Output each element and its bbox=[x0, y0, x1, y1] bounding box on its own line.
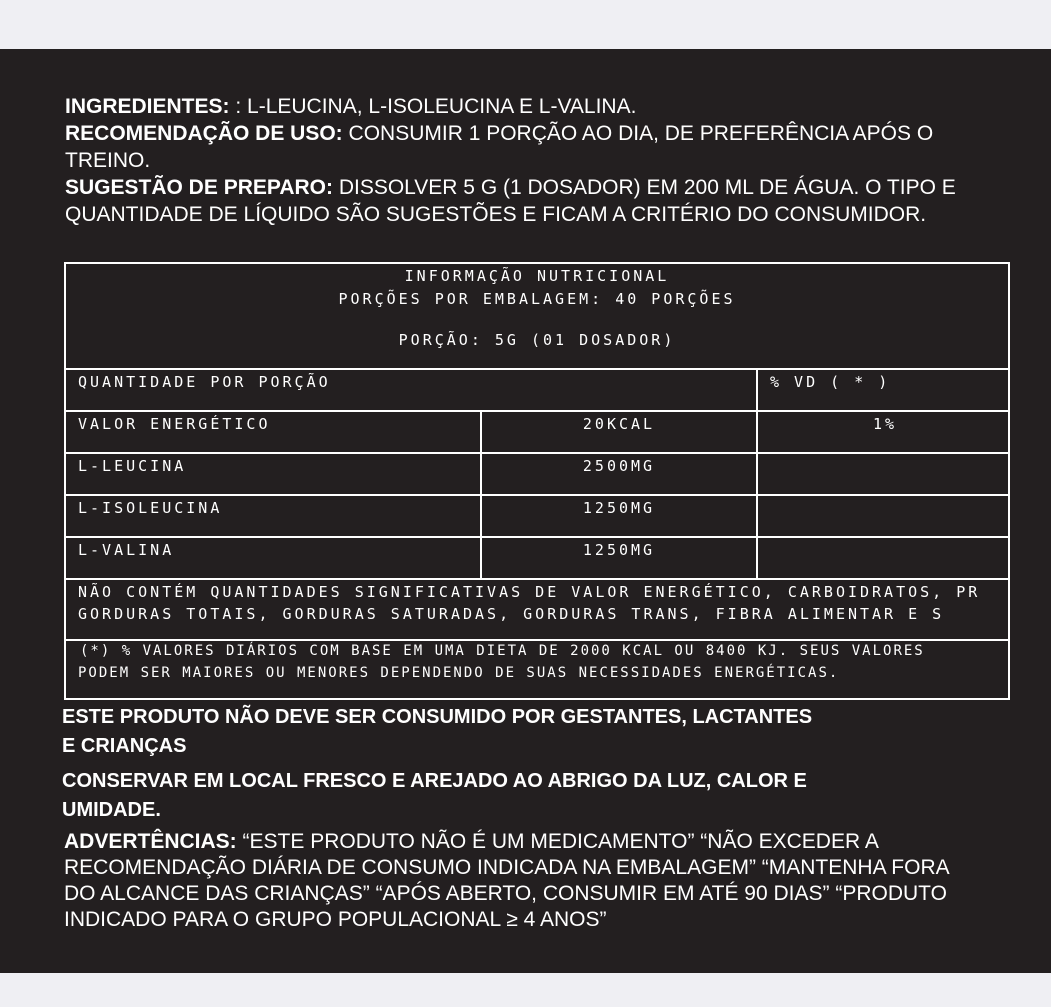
usage-info bbox=[65, 93, 1015, 228]
pregnancy-warning: ESTE PRODUTO NÃO DEVE SER CONSUMIDO POR GESTANTES, LACTANTES E CRIANÇAS bbox=[62, 706, 813, 757]
nutrient-name: L-VALINA bbox=[78, 541, 175, 559]
ingredients-line bbox=[65, 93, 1015, 120]
preparation-text: DISSOLVER 5 G (1 DOSADOR) EM 200 ML DE ÁGUA. O TIPO E QUANTIDADE DE LÍQUIDO SÃO SUGESTÕES E FICAM A CRITÉRIO DO CONSUMIDOR. bbox=[65, 176, 956, 226]
recommendation-line bbox=[65, 120, 1015, 174]
warnings-section bbox=[62, 703, 1022, 933]
nutrient-amount: 20KCAL bbox=[582, 415, 656, 433]
not-significant-note: GORDURAS TOTAIS, GORDURAS SATURADAS, GORDURAS TRANS, FIBRA ALIMENTAR E S bbox=[78, 605, 945, 623]
header-vd: % VD ( * ) bbox=[770, 373, 891, 391]
recommendation-text: CONSUMIR 1 PORÇÃO AO DIA, DE PREFERÊNCIA APÓS O TREINO. bbox=[65, 122, 934, 172]
storage-warning: CONSERVAR EM LOCAL FRESCO E AREJADO AO ABRIGO DA LUZ, CALOR E UMIDADE. bbox=[62, 770, 807, 821]
table-divider bbox=[66, 494, 1008, 496]
table-divider bbox=[66, 639, 1008, 641]
table-divider bbox=[66, 536, 1008, 538]
table-divider bbox=[66, 368, 1008, 370]
nutrition-title: INFORMAÇÃO NUTRICIONAL bbox=[404, 267, 670, 285]
preparation-label: SUGESTÃO DE PREPARO: bbox=[65, 176, 333, 199]
preparation-line bbox=[65, 174, 1015, 228]
nutrient-name: VALOR ENERGÉTICO bbox=[78, 415, 271, 433]
ingredients-label: INGREDIENTES: bbox=[65, 95, 230, 118]
table-divider bbox=[66, 410, 1008, 412]
nutrient-name: L-LEUCINA bbox=[78, 457, 187, 475]
nutrition-table bbox=[64, 262, 1010, 700]
advertencias bbox=[64, 829, 964, 933]
serving-size: PORÇÃO: 5G (01 DOSADOR) bbox=[398, 331, 676, 349]
header-quantity: QUANTIDADE POR PORÇÃO bbox=[78, 373, 331, 391]
table-divider bbox=[66, 578, 1008, 580]
not-significant-note: NÃO CONTÉM QUANTIDADES SIGNIFICATIVAS DE VALOR ENERGÉTICO, CARBOIDRATOS, PR bbox=[78, 583, 981, 601]
daily-value-footnote: PODEM SER MAIORES OU MENORES DEPENDENDO DE SUAS NECESSIDADES ENERGÉTICAS. bbox=[78, 665, 840, 681]
nutrient-amount: 1250MG bbox=[582, 541, 656, 559]
nutrient-vd: 1% bbox=[872, 415, 898, 433]
servings-per-package: PORÇÕES POR EMBALAGEM: 40 PORÇÕES bbox=[338, 290, 736, 308]
nutrient-amount: 1250MG bbox=[582, 499, 656, 517]
nutrient-name: L-ISOLEUCINA bbox=[78, 499, 223, 517]
table-divider bbox=[66, 452, 1008, 454]
recommendation-label: RECOMENDAÇÃO DE USO: bbox=[65, 122, 343, 145]
product-label-panel bbox=[0, 49, 1051, 973]
daily-value-footnote: (*) % VALORES DIÁRIOS COM BASE EM UMA DIETA DE 2000 KCAL OU 8400 KJ. SEUS VALORES bbox=[80, 643, 925, 659]
table-column-divider bbox=[756, 368, 758, 578]
ingredients-text: : L-LEUCINA, L-ISOLEUCINA E L-VALINA. bbox=[235, 95, 637, 118]
nutrient-amount: 2500MG bbox=[582, 457, 656, 475]
advertencias-label: ADVERTÊNCIAS: bbox=[64, 830, 237, 853]
advertencias-text: “ESTE PRODUTO NÃO É UM MEDICAMENTO” “NÃO EXCEDER A RECOMENDAÇÃO DIÁRIA DE CONSUMO INDICADA NA EMBALAGEM” “MANTENHA FORA DO ALCANCE DAS CRIANÇAS” “APÓS ABERTO, CONSUMIR EM ATÉ 90 DIAS” “PRODUTO INDICADO PARA O GRUPO POPULACIONAL ≥ 4 ANOS” bbox=[64, 830, 949, 931]
